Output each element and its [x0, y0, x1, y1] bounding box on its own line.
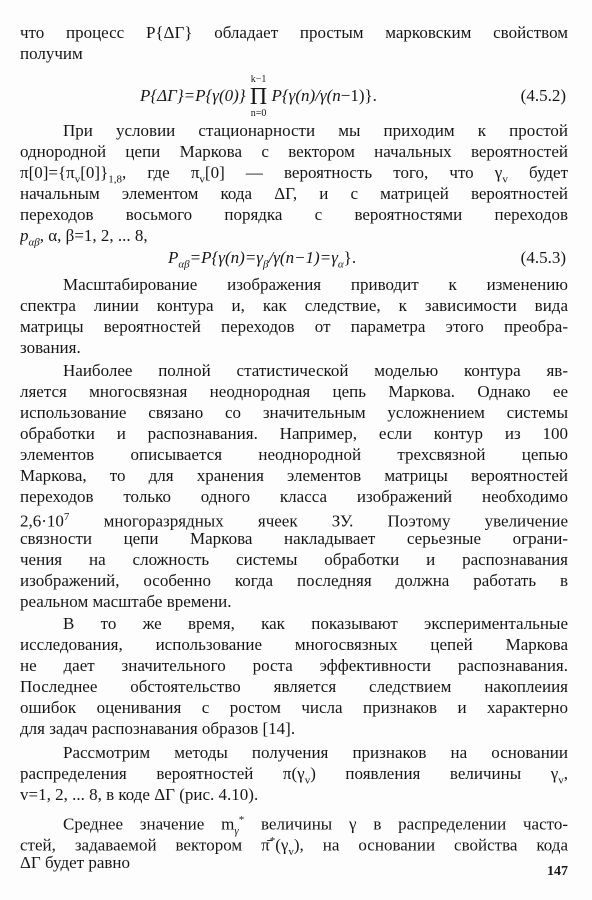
- text-line: Масштабирование изображения приводит к изменению: [63, 275, 568, 294]
- text-line: для задач распознавания образов [14].: [20, 719, 296, 738]
- formula-4-5-3: $P_{\alpha\beta}=P\{\gamma(n)=\gamma_\beta/\gamma(n-1)=\gamma_\alpha\}$.: [168, 248, 357, 271]
- text-line: ΔΓ будет равно: [20, 853, 130, 872]
- text-line: При условии стационарности мы приходим к простой: [63, 121, 568, 140]
- formula-rhs: n: [332, 85, 341, 105]
- formula-rhs: −1)}.: [340, 85, 377, 105]
- text-line: однородной цепи Маркова с вектором начальных вероятностей: [20, 142, 568, 161]
- text-line: элементов описывается неоднородной трехсвязной цепью: [20, 445, 568, 464]
- text-line: зования.: [20, 338, 81, 357]
- text-line: переходов только одного класса изображений необходимо: [20, 487, 568, 506]
- text-line: использование связано со значительным усложнением системы: [20, 403, 568, 422]
- page-number: 147: [547, 864, 568, 879]
- text-line: связности цепи Маркова накладывает серьезные ограни-: [20, 529, 568, 548]
- text-line: Последнее обстоятельство является следствием накоплеиия: [20, 677, 568, 696]
- text-line: Наиболее полной статистической моделью контура яв-: [63, 361, 568, 380]
- product-lower-limit: n=0: [250, 108, 267, 119]
- text-line: Маркова, то для хранения элементов матрицы вероятностей: [20, 466, 568, 485]
- text-line: изображений, особенно когда последняя должна работать в: [20, 571, 568, 590]
- text-line: Среднее значение $m_\gamma^*$ величины γ в распределении часто-: [63, 814, 568, 838]
- text-line: реальном масштабе времени.: [20, 592, 232, 611]
- text-line: v=1, 2, ... 8, в коде ΔΓ (рис. 4.10).: [20, 785, 259, 804]
- equation-number: (4.5.2): [520, 86, 566, 105]
- text-line: стей, задаваемой вектором $\pī^*(\gamma_v)$, на основании свойства кода: [20, 835, 568, 859]
- text-line: исследования, использование многосвязных цепей Маркова: [20, 635, 568, 654]
- text-line: спектра линии контура и, как следствие, к зависимости вида: [20, 296, 568, 315]
- text-line: матрицы вероятностей переходов от параметра этого преобра-: [20, 317, 568, 336]
- text-line: В то же время, как показывают экспериментальные: [63, 614, 568, 633]
- text-line: переходов восьмого порядка с вероятностями переходов: [20, 205, 568, 224]
- text-line: начальным элементом кода ΔΓ, и с матрицей вероятностей: [20, 184, 568, 203]
- text-line: не дает значительного роста эффективности распознавания.: [20, 656, 568, 675]
- text-line: Рассмотрим методы получения признаков на основании: [63, 743, 568, 762]
- text-line: получим: [20, 44, 83, 63]
- text-line: $p_{\alpha\beta}$, α, β=1, 2, ... 8,: [20, 226, 148, 249]
- formula-4-5-2: [140, 74, 377, 120]
- text-line: ляется многосвязная неоднородная цепь Маркова. Однако ее: [20, 382, 568, 401]
- text-line: $\pi[0]=\{\pi_v[0]\}_{1,8}$, где $\pi_v[0]$ — вероятность того, что $\gamma_v$ будет: [20, 163, 568, 186]
- formula-lhs: P{ΔΓ}=P{γ(0)}: [140, 85, 246, 105]
- formula-rhs: P{γ(n)/γ(: [271, 85, 333, 105]
- product-upper-limit: k−1: [250, 74, 267, 85]
- text-line: чения на сложность системы обработки и распознавания: [20, 550, 568, 569]
- text-line: обработки и распознавания. Например, если контур из 100: [20, 424, 568, 443]
- equation-number: (4.5.3): [520, 248, 566, 267]
- text-line: $2,6\cdot 10^7$ многоразрядных ячеек ЗУ. Поэтому увеличение: [20, 511, 568, 531]
- text-line: распределения вероятностей $\pi(\gamma_v)$ появления величины $\gamma_v$,: [20, 764, 568, 787]
- product-operator: [250, 74, 267, 120]
- text-line: что процесс P{ΔΓ} обладает простым марковским свойством: [20, 23, 568, 42]
- text-line: ошибок оценивания с ростом числа признаков и характерно: [20, 698, 568, 717]
- product-symbol: Π: [249, 84, 268, 110]
